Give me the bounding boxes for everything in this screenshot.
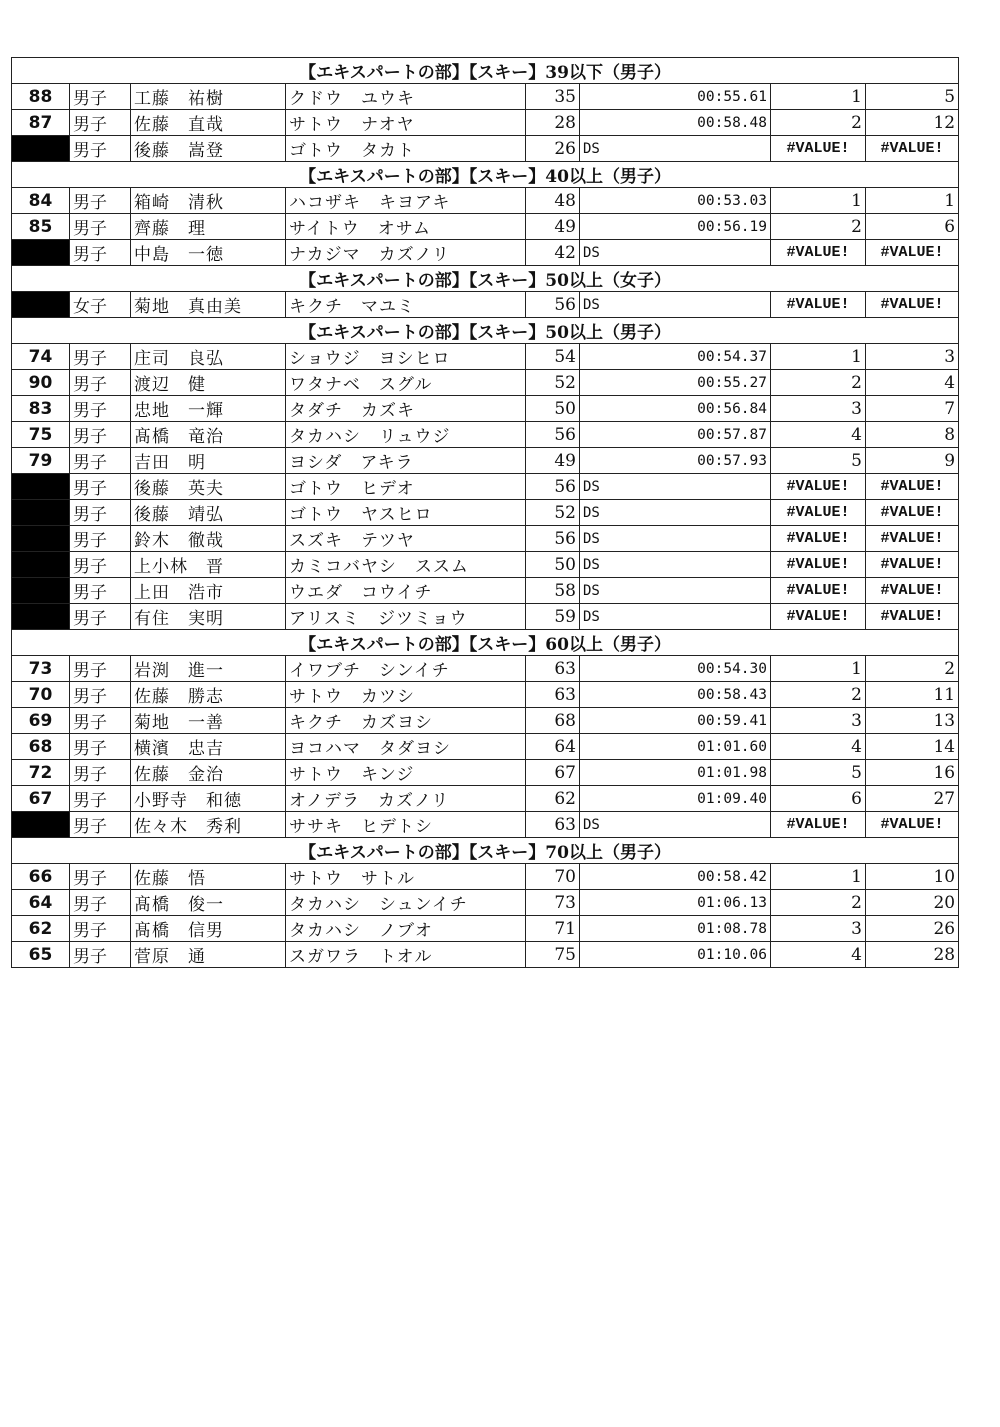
- rank-cell: #VALUE!: [771, 240, 866, 266]
- overall-rank-cell: 12: [866, 110, 959, 136]
- rank-cell: 2: [771, 682, 866, 708]
- time-cell: DS: [580, 552, 771, 578]
- rank-cell: 1: [771, 344, 866, 370]
- time-cell: DS: [580, 240, 771, 266]
- bib-cell: 64: [12, 890, 70, 916]
- age-cell: 56: [526, 526, 580, 552]
- rank-cell: #VALUE!: [771, 136, 866, 162]
- name-cell: 佐々木 秀利: [131, 812, 286, 838]
- rank-cell: 1: [771, 656, 866, 682]
- bib-cell: 73: [12, 656, 70, 682]
- name-cell: 忠地 一輝: [131, 396, 286, 422]
- gender-cell: 男子: [70, 942, 131, 968]
- table-row: [12, 916, 959, 942]
- rank-cell: 2: [771, 214, 866, 240]
- age-cell: 52: [526, 370, 580, 396]
- name-cell: 佐藤 勝志: [131, 682, 286, 708]
- gender-cell: 男子: [70, 370, 131, 396]
- rank-cell: 3: [771, 396, 866, 422]
- gender-cell: 男子: [70, 84, 131, 110]
- name-cell: 渡辺 健: [131, 370, 286, 396]
- overall-rank-cell: 5: [866, 84, 959, 110]
- gender-cell: 男子: [70, 656, 131, 682]
- rank-cell: 3: [771, 708, 866, 734]
- bib-cell: [12, 292, 70, 318]
- bib-cell: [12, 474, 70, 500]
- bib-cell: 83: [12, 396, 70, 422]
- table-row: [12, 110, 959, 136]
- table-row: [12, 500, 959, 526]
- table-row: [12, 656, 959, 682]
- time-cell: 00:56.84: [580, 396, 771, 422]
- kana-cell: ウエダ コウイチ: [286, 578, 526, 604]
- kana-cell: スズキ テツヤ: [286, 526, 526, 552]
- age-cell: 58: [526, 578, 580, 604]
- section-title: 【エキスパートの部】【スキー】70以上（男子）: [12, 838, 959, 864]
- gender-cell: 男子: [70, 604, 131, 630]
- gender-cell: 男子: [70, 214, 131, 240]
- age-cell: 48: [526, 188, 580, 214]
- name-cell: 佐藤 金治: [131, 760, 286, 786]
- kana-cell: ショウジ ヨシヒロ: [286, 344, 526, 370]
- table-row: [12, 552, 959, 578]
- table-row: [12, 734, 959, 760]
- rank-cell: 2: [771, 110, 866, 136]
- overall-rank-cell: 3: [866, 344, 959, 370]
- table-row: [12, 422, 959, 448]
- table-row: [12, 84, 959, 110]
- bib-cell: 85: [12, 214, 70, 240]
- kana-cell: ゴトウ ヒデオ: [286, 474, 526, 500]
- gender-cell: 男子: [70, 786, 131, 812]
- overall-rank-cell: 13: [866, 708, 959, 734]
- rank-cell: 5: [771, 760, 866, 786]
- name-cell: 上小林 晋: [131, 552, 286, 578]
- kana-cell: ゴトウ タカト: [286, 136, 526, 162]
- rank-cell: 4: [771, 422, 866, 448]
- table-row: [12, 188, 959, 214]
- kana-cell: クドウ ユウキ: [286, 84, 526, 110]
- name-cell: 菊地 真由美: [131, 292, 286, 318]
- time-cell: DS: [580, 292, 771, 318]
- bib-cell: 74: [12, 344, 70, 370]
- gender-cell: 男子: [70, 448, 131, 474]
- time-cell: 00:58.43: [580, 682, 771, 708]
- kana-cell: オノデラ カズノリ: [286, 786, 526, 812]
- gender-cell: 男子: [70, 708, 131, 734]
- table-row: [12, 240, 959, 266]
- kana-cell: サトウ ナオヤ: [286, 110, 526, 136]
- name-cell: 髙橋 信男: [131, 916, 286, 942]
- bib-cell: [12, 552, 70, 578]
- kana-cell: ナカジマ カズノリ: [286, 240, 526, 266]
- time-cell: 00:54.37: [580, 344, 771, 370]
- name-cell: 鈴木 徹哉: [131, 526, 286, 552]
- age-cell: 73: [526, 890, 580, 916]
- gender-cell: 女子: [70, 292, 131, 318]
- table-row: [12, 812, 959, 838]
- gender-cell: 男子: [70, 682, 131, 708]
- gender-cell: 男子: [70, 552, 131, 578]
- bib-cell: 70: [12, 682, 70, 708]
- time-cell: 01:09.40: [580, 786, 771, 812]
- bib-cell: 75: [12, 422, 70, 448]
- kana-cell: キクチ マユミ: [286, 292, 526, 318]
- gender-cell: 男子: [70, 578, 131, 604]
- kana-cell: サイトウ オサム: [286, 214, 526, 240]
- age-cell: 50: [526, 552, 580, 578]
- age-cell: 49: [526, 448, 580, 474]
- rank-cell: #VALUE!: [771, 578, 866, 604]
- age-cell: 56: [526, 474, 580, 500]
- age-cell: 26: [526, 136, 580, 162]
- age-cell: 56: [526, 422, 580, 448]
- overall-rank-cell: 16: [866, 760, 959, 786]
- kana-cell: タダチ カズキ: [286, 396, 526, 422]
- bib-cell: 62: [12, 916, 70, 942]
- overall-rank-cell: #VALUE!: [866, 136, 959, 162]
- bib-cell: 84: [12, 188, 70, 214]
- rank-cell: #VALUE!: [771, 526, 866, 552]
- kana-cell: タカハシ ノブオ: [286, 916, 526, 942]
- section-header: [12, 838, 959, 864]
- name-cell: 菅原 通: [131, 942, 286, 968]
- time-cell: 00:55.27: [580, 370, 771, 396]
- time-cell: 00:53.03: [580, 188, 771, 214]
- table-row: [12, 786, 959, 812]
- name-cell: 吉田 明: [131, 448, 286, 474]
- section-header: [12, 162, 959, 188]
- overall-rank-cell: 4: [866, 370, 959, 396]
- overall-rank-cell: #VALUE!: [866, 500, 959, 526]
- rank-cell: 1: [771, 864, 866, 890]
- age-cell: 63: [526, 812, 580, 838]
- name-cell: 岩渕 進一: [131, 656, 286, 682]
- time-cell: 00:55.61: [580, 84, 771, 110]
- bib-cell: 66: [12, 864, 70, 890]
- time-cell: DS: [580, 578, 771, 604]
- name-cell: 齊藤 理: [131, 214, 286, 240]
- age-cell: 28: [526, 110, 580, 136]
- age-cell: 50: [526, 396, 580, 422]
- gender-cell: 男子: [70, 500, 131, 526]
- section-header: [12, 266, 959, 292]
- name-cell: 髙橋 俊一: [131, 890, 286, 916]
- overall-rank-cell: #VALUE!: [866, 240, 959, 266]
- gender-cell: 男子: [70, 916, 131, 942]
- table-row: [12, 864, 959, 890]
- name-cell: 佐藤 直哉: [131, 110, 286, 136]
- overall-rank-cell: 11: [866, 682, 959, 708]
- name-cell: 庄司 良弘: [131, 344, 286, 370]
- kana-cell: サトウ サトル: [286, 864, 526, 890]
- overall-rank-cell: 26: [866, 916, 959, 942]
- section-title: 【エキスパートの部】【スキー】60以上（男子）: [12, 630, 959, 656]
- time-cell: 00:58.48: [580, 110, 771, 136]
- bib-cell: [12, 136, 70, 162]
- rank-cell: 4: [771, 734, 866, 760]
- table-row: [12, 448, 959, 474]
- table-row: [12, 214, 959, 240]
- table-row: [12, 526, 959, 552]
- age-cell: 67: [526, 760, 580, 786]
- rank-cell: #VALUE!: [771, 604, 866, 630]
- time-cell: DS: [580, 526, 771, 552]
- overall-rank-cell: 8: [866, 422, 959, 448]
- results-table: [11, 57, 959, 968]
- name-cell: 上田 浩市: [131, 578, 286, 604]
- age-cell: 59: [526, 604, 580, 630]
- overall-rank-cell: 10: [866, 864, 959, 890]
- overall-rank-cell: 1: [866, 188, 959, 214]
- rank-cell: #VALUE!: [771, 812, 866, 838]
- table-row: [12, 760, 959, 786]
- time-cell: 00:57.87: [580, 422, 771, 448]
- bib-cell: [12, 240, 70, 266]
- overall-rank-cell: #VALUE!: [866, 604, 959, 630]
- bib-cell: 67: [12, 786, 70, 812]
- table-row: [12, 708, 959, 734]
- name-cell: 菊地 一善: [131, 708, 286, 734]
- kana-cell: ハコザキ キヨアキ: [286, 188, 526, 214]
- rank-cell: #VALUE!: [771, 500, 866, 526]
- gender-cell: 男子: [70, 240, 131, 266]
- table-row: [12, 604, 959, 630]
- section-header: [12, 58, 959, 84]
- rank-cell: 1: [771, 84, 866, 110]
- name-cell: 工藤 祐樹: [131, 84, 286, 110]
- gender-cell: 男子: [70, 734, 131, 760]
- gender-cell: 男子: [70, 760, 131, 786]
- overall-rank-cell: 27: [866, 786, 959, 812]
- kana-cell: タカハシ シュンイチ: [286, 890, 526, 916]
- table-row: [12, 942, 959, 968]
- overall-rank-cell: #VALUE!: [866, 812, 959, 838]
- bib-cell: 72: [12, 760, 70, 786]
- overall-rank-cell: 14: [866, 734, 959, 760]
- time-cell: 01:06.13: [580, 890, 771, 916]
- name-cell: 有住 実明: [131, 604, 286, 630]
- gender-cell: 男子: [70, 812, 131, 838]
- table-row: [12, 136, 959, 162]
- overall-rank-cell: 20: [866, 890, 959, 916]
- time-cell: 01:08.78: [580, 916, 771, 942]
- overall-rank-cell: #VALUE!: [866, 578, 959, 604]
- overall-rank-cell: #VALUE!: [866, 474, 959, 500]
- bib-cell: [12, 500, 70, 526]
- rank-cell: #VALUE!: [771, 552, 866, 578]
- age-cell: 52: [526, 500, 580, 526]
- gender-cell: 男子: [70, 474, 131, 500]
- bib-cell: 88: [12, 84, 70, 110]
- time-cell: 00:57.93: [580, 448, 771, 474]
- kana-cell: ヨコハマ タダヨシ: [286, 734, 526, 760]
- overall-rank-cell: #VALUE!: [866, 552, 959, 578]
- table-row: [12, 890, 959, 916]
- kana-cell: ゴトウ ヤスヒロ: [286, 500, 526, 526]
- age-cell: 49: [526, 214, 580, 240]
- time-cell: DS: [580, 812, 771, 838]
- kana-cell: ササキ ヒデトシ: [286, 812, 526, 838]
- table-row: [12, 396, 959, 422]
- name-cell: 髙橋 竜治: [131, 422, 286, 448]
- gender-cell: 男子: [70, 136, 131, 162]
- gender-cell: 男子: [70, 396, 131, 422]
- time-cell: DS: [580, 604, 771, 630]
- name-cell: 中島 一徳: [131, 240, 286, 266]
- gender-cell: 男子: [70, 344, 131, 370]
- overall-rank-cell: 7: [866, 396, 959, 422]
- section-header: [12, 630, 959, 656]
- kana-cell: ワタナベ スグル: [286, 370, 526, 396]
- overall-rank-cell: #VALUE!: [866, 526, 959, 552]
- kana-cell: イワブチ シンイチ: [286, 656, 526, 682]
- results-body: [12, 58, 959, 968]
- age-cell: 64: [526, 734, 580, 760]
- section-title: 【エキスパートの部】【スキー】50以上（男子）: [12, 318, 959, 344]
- gender-cell: 男子: [70, 864, 131, 890]
- gender-cell: 男子: [70, 890, 131, 916]
- age-cell: 70: [526, 864, 580, 890]
- overall-rank-cell: 28: [866, 942, 959, 968]
- rank-cell: #VALUE!: [771, 474, 866, 500]
- kana-cell: キクチ カズヨシ: [286, 708, 526, 734]
- age-cell: 75: [526, 942, 580, 968]
- time-cell: 00:54.30: [580, 656, 771, 682]
- name-cell: 後藤 靖弘: [131, 500, 286, 526]
- table-row: [12, 344, 959, 370]
- age-cell: 63: [526, 656, 580, 682]
- time-cell: 01:01.60: [580, 734, 771, 760]
- bib-cell: 69: [12, 708, 70, 734]
- time-cell: DS: [580, 474, 771, 500]
- overall-rank-cell: 6: [866, 214, 959, 240]
- table-row: [12, 292, 959, 318]
- rank-cell: 2: [771, 890, 866, 916]
- rank-cell: 5: [771, 448, 866, 474]
- section-title: 【エキスパートの部】【スキー】40以上（男子）: [12, 162, 959, 188]
- time-cell: 01:10.06: [580, 942, 771, 968]
- gender-cell: 男子: [70, 526, 131, 552]
- bib-cell: [12, 526, 70, 552]
- time-cell: DS: [580, 136, 771, 162]
- age-cell: 68: [526, 708, 580, 734]
- rank-cell: 3: [771, 916, 866, 942]
- bib-cell: [12, 812, 70, 838]
- time-cell: 00:58.42: [580, 864, 771, 890]
- table-row: [12, 578, 959, 604]
- section-header: [12, 318, 959, 344]
- name-cell: 佐藤 悟: [131, 864, 286, 890]
- rank-cell: 6: [771, 786, 866, 812]
- time-cell: 01:01.98: [580, 760, 771, 786]
- kana-cell: アリスミ ジツミョウ: [286, 604, 526, 630]
- time-cell: 00:56.19: [580, 214, 771, 240]
- time-cell: DS: [580, 500, 771, 526]
- name-cell: 小野寺 和徳: [131, 786, 286, 812]
- bib-cell: 90: [12, 370, 70, 396]
- age-cell: 35: [526, 84, 580, 110]
- name-cell: 箱崎 清秋: [131, 188, 286, 214]
- overall-rank-cell: 9: [866, 448, 959, 474]
- table-row: [12, 474, 959, 500]
- table-row: [12, 682, 959, 708]
- name-cell: 後藤 英夫: [131, 474, 286, 500]
- rank-cell: 1: [771, 188, 866, 214]
- name-cell: 横濱 忠吉: [131, 734, 286, 760]
- rank-cell: 4: [771, 942, 866, 968]
- section-title: 【エキスパートの部】【スキー】39以下（男子）: [12, 58, 959, 84]
- name-cell: 後藤 嵩登: [131, 136, 286, 162]
- kana-cell: カミコバヤシ ススム: [286, 552, 526, 578]
- time-cell: 00:59.41: [580, 708, 771, 734]
- overall-rank-cell: #VALUE!: [866, 292, 959, 318]
- age-cell: 54: [526, 344, 580, 370]
- gender-cell: 男子: [70, 188, 131, 214]
- age-cell: 62: [526, 786, 580, 812]
- gender-cell: 男子: [70, 422, 131, 448]
- gender-cell: 男子: [70, 110, 131, 136]
- section-title: 【エキスパートの部】【スキー】50以上（女子）: [12, 266, 959, 292]
- bib-cell: [12, 578, 70, 604]
- bib-cell: 87: [12, 110, 70, 136]
- bib-cell: [12, 604, 70, 630]
- bib-cell: 68: [12, 734, 70, 760]
- kana-cell: サトウ キンジ: [286, 760, 526, 786]
- table-row: [12, 370, 959, 396]
- kana-cell: ヨシダ アキラ: [286, 448, 526, 474]
- bib-cell: 79: [12, 448, 70, 474]
- overall-rank-cell: 2: [866, 656, 959, 682]
- bib-cell: 65: [12, 942, 70, 968]
- age-cell: 63: [526, 682, 580, 708]
- kana-cell: タカハシ リュウジ: [286, 422, 526, 448]
- age-cell: 56: [526, 292, 580, 318]
- age-cell: 42: [526, 240, 580, 266]
- rank-cell: 2: [771, 370, 866, 396]
- kana-cell: サトウ カツシ: [286, 682, 526, 708]
- rank-cell: #VALUE!: [771, 292, 866, 318]
- kana-cell: スガワラ トオル: [286, 942, 526, 968]
- age-cell: 71: [526, 916, 580, 942]
